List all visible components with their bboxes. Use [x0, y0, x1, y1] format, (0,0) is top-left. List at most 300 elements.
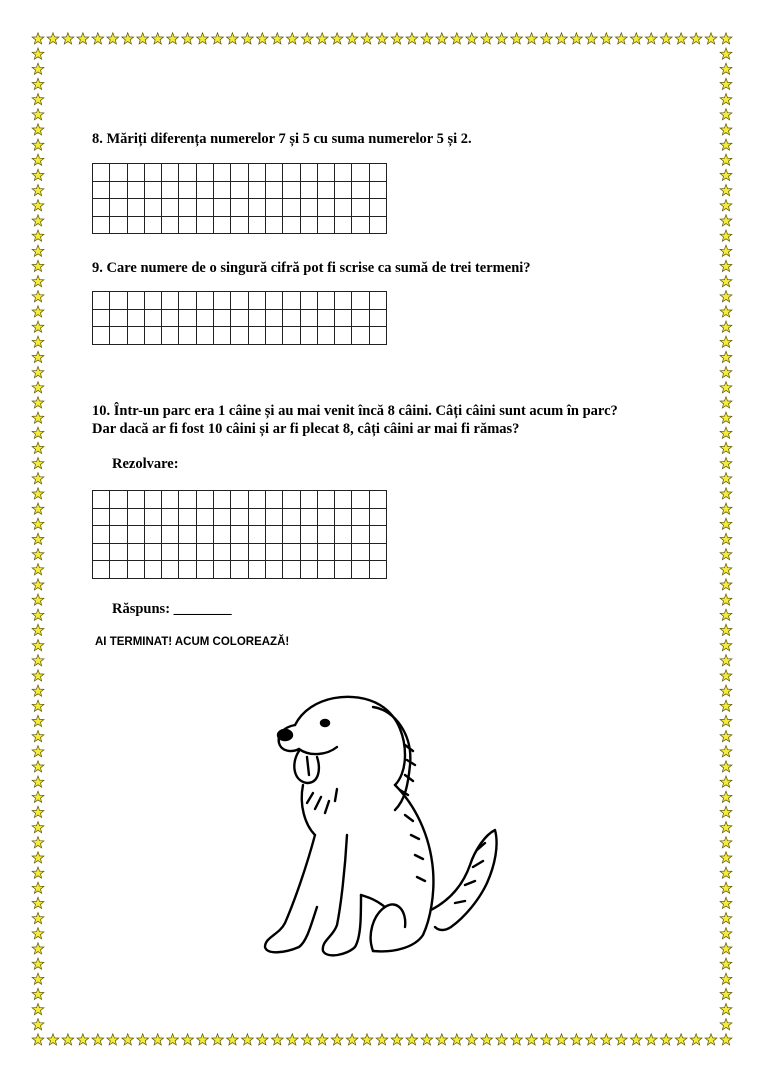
star-icon [361, 33, 373, 44]
star-icon [32, 897, 44, 908]
grid-cell [266, 182, 283, 200]
star-icon [675, 1034, 687, 1045]
grid-cell [352, 327, 369, 345]
star-icon [271, 33, 283, 44]
star-icon [32, 670, 44, 681]
grid-cell [93, 526, 110, 544]
grid-cell [93, 561, 110, 579]
grid-cell [93, 292, 110, 310]
star-icon [32, 33, 44, 44]
star-icon [167, 33, 179, 44]
star-icon [227, 33, 239, 44]
grid-cell [249, 292, 266, 310]
grid-cell [214, 164, 231, 182]
grid-cell [370, 310, 387, 328]
grid-cell [335, 491, 352, 509]
star-icon [720, 336, 732, 347]
star-icon [32, 731, 44, 742]
star-icon [451, 33, 463, 44]
star-icon [481, 33, 493, 44]
star-icon [47, 33, 59, 44]
grid-cell [266, 199, 283, 217]
star-icon [586, 1034, 598, 1045]
solution-label: Rezolvare: [112, 456, 179, 472]
grid-cell [110, 509, 127, 527]
star-icon [720, 503, 732, 514]
star-icon [720, 306, 732, 317]
star-icon [720, 63, 732, 74]
grid-cell [352, 526, 369, 544]
grid-cell [214, 561, 231, 579]
grid-cell [301, 526, 318, 544]
grid-cell [179, 509, 196, 527]
dog-mouth [299, 747, 337, 754]
answer-grid-q8 [92, 163, 387, 234]
grid-cell [214, 199, 231, 217]
star-icon [32, 473, 44, 484]
grid-cell [301, 509, 318, 527]
star-icon [32, 943, 44, 954]
dog-coloring-icon [255, 685, 520, 975]
grid-cell [145, 199, 162, 217]
star-icon [720, 473, 732, 484]
grid-cell [231, 199, 248, 217]
grid-cell [145, 164, 162, 182]
star-icon [720, 897, 732, 908]
grid-cell [283, 217, 300, 235]
star-icon [720, 1034, 732, 1045]
grid-cell [93, 182, 110, 200]
star-icon [421, 33, 433, 44]
star-icon [32, 882, 44, 893]
grid-cell [283, 199, 300, 217]
star-icon [586, 33, 598, 44]
grid-cell [301, 491, 318, 509]
star-icon [62, 1034, 74, 1045]
grid-cell [249, 327, 266, 345]
star-icon [32, 913, 44, 924]
star-icon [720, 48, 732, 59]
grid-cell [214, 182, 231, 200]
grid-cell [145, 509, 162, 527]
star-icon [720, 382, 732, 393]
star-icon [720, 321, 732, 332]
grid-cell [145, 491, 162, 509]
grid-cell [93, 509, 110, 527]
grid-cell [128, 526, 145, 544]
star-icon [421, 1034, 433, 1045]
star-icon [32, 200, 44, 211]
star-icon [645, 1034, 657, 1045]
star-icon [32, 624, 44, 635]
star-icon [331, 1034, 343, 1045]
star-icon [720, 533, 732, 544]
grid-cell [249, 526, 266, 544]
grid-cell [301, 327, 318, 345]
star-icon [720, 685, 732, 696]
star-icon [705, 33, 717, 44]
star-icon [720, 215, 732, 226]
dog-chest [302, 785, 337, 835]
star-icon [257, 1034, 269, 1045]
grid-cell [301, 310, 318, 328]
grid-cell [335, 561, 352, 579]
star-icon [541, 1034, 553, 1045]
star-icon [32, 1019, 44, 1030]
grid-cell [283, 491, 300, 509]
star-icon [690, 33, 702, 44]
star-icon [571, 33, 583, 44]
star-icon [720, 806, 732, 817]
grid-cell [110, 199, 127, 217]
star-icon [92, 1034, 104, 1045]
grid-cell [162, 310, 179, 328]
star-icon [32, 215, 44, 226]
grid-cell [93, 199, 110, 217]
grid-cell [179, 164, 196, 182]
star-icon [720, 397, 732, 408]
star-icon [645, 33, 657, 44]
grid-cell [370, 199, 387, 217]
star-icon [451, 1034, 463, 1045]
star-icon [32, 442, 44, 453]
grid-cell [231, 292, 248, 310]
star-icon [32, 367, 44, 378]
star-icon [32, 397, 44, 408]
grid-cell [214, 509, 231, 527]
grid-cell [318, 164, 335, 182]
grid-cell [266, 509, 283, 527]
star-icon [107, 33, 119, 44]
star-icon [720, 109, 732, 120]
star-icon [705, 1034, 717, 1045]
grid-cell [249, 164, 266, 182]
star-icon [137, 1034, 149, 1045]
grid-cell [145, 182, 162, 200]
star-icon [32, 700, 44, 711]
question-8: 8. Măriți diferența numerelor 7 și 5 cu suma numerelor 5 și 2. [92, 131, 472, 147]
dog-hind-leg [371, 904, 406, 951]
dog-eye [321, 720, 329, 726]
star-icon [720, 731, 732, 742]
grid-cell [370, 509, 387, 527]
star-icon [32, 48, 44, 59]
star-icon [32, 276, 44, 287]
star-icon [32, 94, 44, 105]
grid-cell [110, 217, 127, 235]
star-icon [720, 882, 732, 893]
star-icon [32, 321, 44, 332]
grid-cell [370, 327, 387, 345]
star-icon [32, 154, 44, 165]
star-icon [675, 33, 687, 44]
grid-cell [179, 561, 196, 579]
star-icon [720, 913, 732, 924]
star-icon [720, 867, 732, 878]
grid-cell [283, 544, 300, 562]
finished-instruction: AI TERMINAT! ACUM COLOREAZĂ! [95, 636, 290, 648]
grid-cell [162, 491, 179, 509]
star-icon [32, 169, 44, 180]
grid-cell [179, 310, 196, 328]
grid-cell [214, 292, 231, 310]
star-icon [720, 1004, 732, 1015]
star-icon [720, 124, 732, 135]
star-icon [32, 973, 44, 984]
star-icon [720, 776, 732, 787]
grid-cell [93, 310, 110, 328]
grid-cell [266, 217, 283, 235]
grid-cell [179, 182, 196, 200]
dog-tongue [294, 751, 319, 783]
grid-cell [162, 544, 179, 562]
star-icon [436, 33, 448, 44]
grid-cell [352, 544, 369, 562]
grid-cell [93, 327, 110, 345]
star-icon [316, 33, 328, 44]
star-icon [32, 503, 44, 514]
grid-cell [128, 544, 145, 562]
star-icon [720, 291, 732, 302]
star-icon [301, 1034, 313, 1045]
grid-cell [197, 561, 214, 579]
star-icon [720, 822, 732, 833]
grid-cell [352, 164, 369, 182]
star-icon [32, 427, 44, 438]
star-icon [720, 351, 732, 362]
grid-cell [110, 561, 127, 579]
star-icon [242, 33, 254, 44]
grid-cell [266, 544, 283, 562]
star-icon [720, 943, 732, 954]
star-icon [615, 33, 627, 44]
grid-cell [249, 544, 266, 562]
grid-cell [231, 526, 248, 544]
star-icon [32, 230, 44, 241]
dog-nose [278, 730, 292, 740]
grid-cell [231, 491, 248, 509]
star-icon [32, 336, 44, 347]
star-icon [32, 579, 44, 590]
grid-cell [318, 182, 335, 200]
star-icon [182, 1034, 194, 1045]
grid-cell [318, 292, 335, 310]
grid-cell [128, 491, 145, 509]
grid-cell [128, 182, 145, 200]
grid-cell [197, 327, 214, 345]
star-icon [346, 33, 358, 44]
dog-ear [373, 707, 415, 810]
grid-cell [145, 526, 162, 544]
grid-cell [162, 164, 179, 182]
grid-cell [93, 164, 110, 182]
star-icon [271, 1034, 283, 1045]
question-10-line-2: Dar dacă ar fi fost 10 câini și ar fi plecat 8, câți câini ar mai fi rămas? [92, 421, 520, 437]
grid-cell [197, 509, 214, 527]
star-icon [197, 1034, 209, 1045]
star-icon [32, 291, 44, 302]
star-icon [32, 549, 44, 560]
grid-cell [249, 182, 266, 200]
star-icon [720, 94, 732, 105]
grid-cell [197, 217, 214, 235]
grid-cell [162, 509, 179, 527]
star-icon [32, 518, 44, 529]
grid-cell [93, 544, 110, 562]
dog-front-leg-right [323, 835, 361, 955]
star-icon [257, 33, 269, 44]
star-icon [331, 33, 343, 44]
grid-cell [318, 526, 335, 544]
star-icon [541, 33, 553, 44]
star-icon [32, 806, 44, 817]
star-icon [346, 1034, 358, 1045]
star-icon [660, 1034, 672, 1045]
grid-cell [162, 217, 179, 235]
grid-cell [197, 310, 214, 328]
star-icon [391, 1034, 403, 1045]
answer-grid-q10 [92, 490, 387, 579]
grid-cell [110, 164, 127, 182]
grid-cell [370, 217, 387, 235]
star-icon [720, 670, 732, 681]
answer-grid-q9 [92, 291, 387, 345]
star-icon [391, 33, 403, 44]
grid-cell [283, 526, 300, 544]
star-icon [361, 1034, 373, 1045]
star-icon [77, 1034, 89, 1045]
star-icon [32, 1004, 44, 1015]
star-icon [601, 1034, 613, 1045]
star-icon [197, 33, 209, 44]
grid-cell [128, 217, 145, 235]
star-icon [720, 1019, 732, 1030]
grid-cell [214, 310, 231, 328]
star-icon [601, 33, 613, 44]
star-icon [406, 1034, 418, 1045]
star-icon [32, 1034, 44, 1045]
grid-cell [249, 561, 266, 579]
grid-cell [370, 526, 387, 544]
star-icon [152, 1034, 164, 1045]
grid-cell [214, 491, 231, 509]
grid-cell [318, 544, 335, 562]
grid-cell [93, 491, 110, 509]
dog-front-leg-left [265, 835, 317, 952]
grid-cell [214, 217, 231, 235]
star-icon [32, 746, 44, 757]
star-icon [720, 230, 732, 241]
grid-cell [249, 509, 266, 527]
grid-cell [128, 310, 145, 328]
star-icon [720, 276, 732, 287]
star-icon [496, 33, 508, 44]
grid-cell [179, 327, 196, 345]
star-icon [32, 458, 44, 469]
grid-cell [335, 526, 352, 544]
grid-cell [352, 292, 369, 310]
star-icon [481, 1034, 493, 1045]
star-icon [32, 958, 44, 969]
grid-cell [231, 164, 248, 182]
star-icon [720, 200, 732, 211]
grid-cell [352, 561, 369, 579]
star-icon [32, 655, 44, 666]
grid-cell [370, 561, 387, 579]
star-icon [720, 549, 732, 560]
star-icon [720, 139, 732, 150]
star-icon [720, 579, 732, 590]
grid-cell [110, 310, 127, 328]
star-icon [720, 746, 732, 757]
star-icon [720, 624, 732, 635]
star-icon [720, 958, 732, 969]
star-icon [720, 412, 732, 423]
grid-cell [197, 199, 214, 217]
star-icon [526, 1034, 538, 1045]
star-icon [137, 33, 149, 44]
star-icon [720, 988, 732, 999]
grid-cell [335, 292, 352, 310]
star-icon [376, 1034, 388, 1045]
star-icon [212, 1034, 224, 1045]
question-9: 9. Care numere de o singură cifră pot fi scrise ca sumă de trei termeni? [92, 260, 531, 276]
star-icon [32, 351, 44, 362]
grid-cell [352, 182, 369, 200]
star-icon [720, 458, 732, 469]
star-icon [77, 33, 89, 44]
grid-cell [266, 310, 283, 328]
grid-cell [283, 327, 300, 345]
star-icon [32, 761, 44, 772]
star-icon [376, 33, 388, 44]
star-icon [316, 1034, 328, 1045]
star-icon [286, 1034, 298, 1045]
star-icon [107, 1034, 119, 1045]
grid-cell [283, 292, 300, 310]
grid-cell [145, 217, 162, 235]
grid-cell [179, 199, 196, 217]
star-icon [286, 33, 298, 44]
star-icon [212, 33, 224, 44]
grid-cell [318, 327, 335, 345]
star-icon [630, 33, 642, 44]
star-icon [720, 260, 732, 271]
star-icon [511, 33, 523, 44]
grid-cell [370, 292, 387, 310]
star-icon [526, 33, 538, 44]
grid-cell [128, 199, 145, 217]
grid-cell [110, 491, 127, 509]
grid-cell [128, 327, 145, 345]
grid-cell [110, 526, 127, 544]
grid-cell [266, 164, 283, 182]
grid-cell [162, 327, 179, 345]
star-icon [720, 442, 732, 453]
grid-cell [128, 292, 145, 310]
star-icon [32, 594, 44, 605]
star-icon [720, 169, 732, 180]
star-icon [720, 488, 732, 499]
grid-cell [301, 561, 318, 579]
star-icon [615, 1034, 627, 1045]
star-icon [32, 260, 44, 271]
grid-cell [231, 544, 248, 562]
dog-body [373, 785, 433, 951]
star-icon [720, 837, 732, 848]
star-icon [227, 1034, 239, 1045]
grid-cell [352, 491, 369, 509]
